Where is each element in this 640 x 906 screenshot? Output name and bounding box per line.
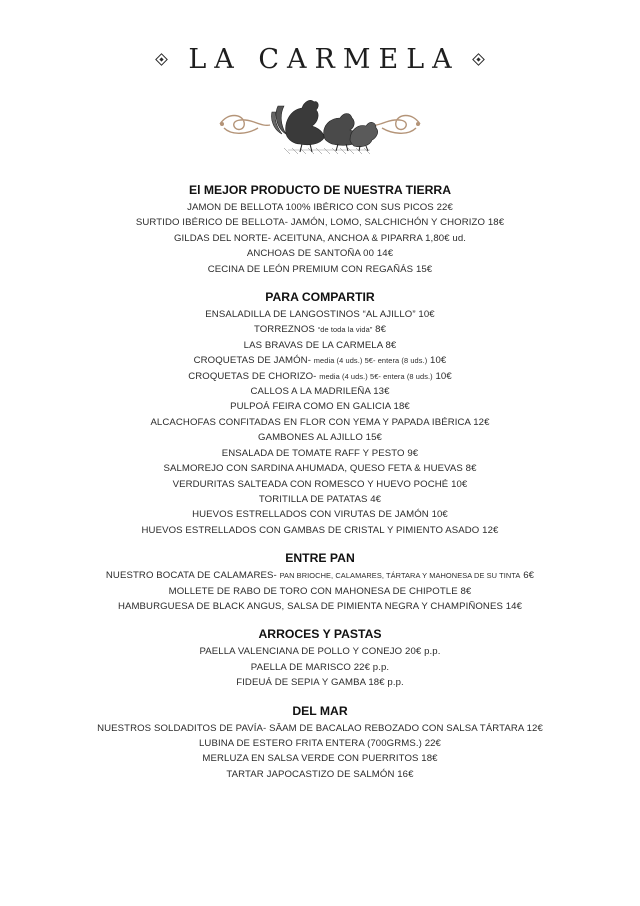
menu-item [0, 523, 640, 538]
item-price: 1,80€ ud. [425, 232, 467, 244]
item-name: ALCACHOFAS CONFITADAS EN FLOR CON YEMA Y PAPADA IBÉRICA [150, 416, 471, 428]
menu-item [0, 246, 640, 261]
menu-header [0, 44, 640, 75]
menu-body [0, 182, 640, 794]
item-name: NUESTRO BOCATA DE CALAMARES- [105, 570, 277, 582]
menu-item [0, 751, 640, 766]
item-price: 10€ [435, 370, 452, 382]
item-price: 15€ [365, 432, 382, 444]
item-name: CROQUETAS DE JAMÓN- [193, 355, 312, 367]
item-name: MOLLETE DE RABO DE TORO CON MAHONESA DE CHIPOTLE [168, 585, 458, 597]
item-note: PAN BRIOCHE, CALAMARES, TÁRTARA Y MAHONESA DE SU TINTA [279, 571, 521, 581]
item-name: JAMON DE BELLOTA 100% IBÉRICO CON SUS PICOS [187, 202, 434, 213]
item-name: TORREZNOS [253, 324, 315, 336]
item-name: CECINA DE LEÓN PREMIUM CON REGAÑÁS [207, 263, 414, 275]
menu-item [0, 399, 640, 414]
item-name: SALMOREJO CON SARDINA AHUMADA, QUESO FETA & HUEVAS [163, 463, 463, 475]
section-title: ARROCES Y PASTAS [258, 627, 382, 642]
item-name: VERDURITAS SALTEADA CON ROMESCO Y HUEVO POCHÉ [172, 478, 449, 490]
menu-item [0, 477, 640, 492]
brand-row [0, 44, 640, 75]
menu-section [0, 703, 640, 783]
menu-item [0, 353, 640, 368]
brand-name: LA CARMELA [188, 44, 460, 75]
item-price: 22€ [424, 737, 441, 749]
item-note: media (4 uds.) 5€- entera (8 uds.) [313, 356, 428, 366]
item-name: GAMBONES AL AJILLO [258, 432, 363, 444]
item-name: HUEVOS ESTRELLADOS CON GAMBAS DE CRISTAL Y PIMIENTO ASADO [141, 524, 480, 536]
item-price: 13€ [373, 386, 390, 398]
menu-item [0, 584, 640, 599]
menu-section [0, 626, 640, 690]
item-name: ANCHOAS DE SANTOÑA 00 [246, 248, 375, 260]
item-name: GILDAS DEL NORTE- ACEITUNA, ANCHOA & PIPARRA [173, 232, 423, 244]
item-price: 6€ [523, 570, 535, 582]
item-price: 14€ [376, 248, 394, 260]
menu-item [0, 446, 640, 461]
item-name: TARTAR JAPOCASTIZO DE SALMÓN [226, 768, 395, 780]
menu-section [0, 550, 640, 614]
item-price: 18€ [421, 753, 438, 765]
item-price: 10€ [430, 355, 447, 367]
item-name: HUEVOS ESTRELLADOS CON VIRUTAS DE JAMÓN [192, 509, 429, 521]
menu-item [0, 200, 640, 215]
item-price: 16€ [397, 768, 414, 780]
item-price: 8€ [460, 585, 472, 597]
item-price: 18€ [393, 401, 410, 413]
item-name: SURTIDO IBÉRICO DE BELLOTA- JAMÓN, LOMO, SALCHICHÓN Y CHORIZO [135, 217, 486, 229]
menu-section [0, 182, 640, 277]
item-note: media (4 uds.) 5€- entera (8 uds.) [319, 371, 433, 381]
item-name: LAS BRAVAS DE LA CARMELA [243, 339, 383, 351]
item-note: “de toda la vida” [317, 325, 373, 335]
item-name: ENSALADA DE TOMATE RAFF Y PESTO [221, 447, 405, 459]
item-name: PAELLA VALENCIANA DE POLLO Y CONEJO [199, 646, 403, 658]
menu-item [0, 384, 640, 399]
section-title: DEL MAR [292, 703, 348, 718]
section-title: El MEJOR PRODUCTO DE NUESTRA TIERRA [188, 183, 452, 197]
item-name: MERLUZA EN SALSA VERDE CON PUERRITOS [202, 753, 419, 765]
menu-item [0, 675, 640, 690]
menu-item [0, 430, 640, 445]
section-title: ENTRE PAN [285, 551, 355, 566]
item-price: 14€ [505, 600, 523, 612]
menu-item [0, 262, 640, 277]
menu-item [0, 507, 640, 522]
item-name: PAELLA DE MARISCO [250, 661, 351, 673]
menu-item [0, 415, 640, 430]
item-price: 12€ [526, 722, 543, 734]
item-name: PULPOÁ FEIRA COMO EN GALICIA [230, 401, 391, 413]
diamond-icon [155, 53, 168, 66]
menu-item [0, 307, 640, 322]
item-price: 20€ p.p. [405, 646, 441, 658]
item-price: 10€ [451, 478, 468, 490]
diamond-icon [472, 53, 485, 66]
menu-item [0, 322, 640, 337]
menu-item [0, 461, 640, 476]
item-name: CALLOS A LA MADRILEÑA [250, 386, 371, 398]
menu-item [0, 736, 640, 751]
item-price: 12€ [482, 524, 499, 536]
item-price: 22€ p.p. [353, 661, 390, 673]
menu-item [0, 644, 640, 659]
menu-item [0, 568, 640, 583]
menu-item [0, 767, 640, 782]
item-price: 10€ [418, 309, 435, 321]
menu-item [0, 338, 640, 353]
item-name: FIDEUÁ DE SEPIA Y GAMBA [236, 677, 366, 689]
menu-item [0, 369, 640, 384]
section-title: PARA COMPARTIR [265, 290, 375, 305]
menu-item [0, 599, 640, 614]
item-price: 18€ [487, 217, 505, 229]
item-name: HAMBURGUESA DE BLACK ANGUS, SALSA DE PIMIENTA NEGRA Y CHAMPIÑONES [117, 600, 503, 612]
item-price: 4€ [370, 493, 382, 505]
item-name: CROQUETAS DE CHORIZO- [188, 370, 317, 382]
menu-item [0, 660, 640, 675]
menu-item [0, 721, 640, 736]
item-name: LUBINA DE ESTERO FRITA ENTERA (700GRMS.) [198, 737, 422, 749]
item-price: 15€ [415, 263, 433, 275]
menu-item [0, 492, 640, 507]
item-price: 8€ [465, 463, 477, 475]
item-name: TORITILLA DE PATATAS [258, 493, 368, 505]
menu-section [0, 289, 640, 538]
item-name: ENSALADILLA DE LANGOSTINOS “AL AJILLO” [205, 309, 416, 321]
item-price: 10€ [431, 509, 448, 521]
item-price: 8€ [375, 324, 387, 336]
roosters-emblem-icon [214, 84, 426, 162]
item-price: 8€ [385, 339, 397, 351]
flourish-icon [220, 116, 270, 134]
item-price: 22€ [436, 202, 453, 213]
menu-item [0, 215, 640, 230]
item-name: NUESTROS SOLDADITOS DE PAVÍA- SÂAM DE BACALAO REBOZADO CON SALSA TÁRTARA [97, 722, 524, 734]
item-price: 18€ p.p. [368, 677, 404, 689]
menu-item [0, 231, 640, 246]
item-price: 9€ [407, 447, 419, 459]
item-price: 12€ [473, 416, 490, 428]
